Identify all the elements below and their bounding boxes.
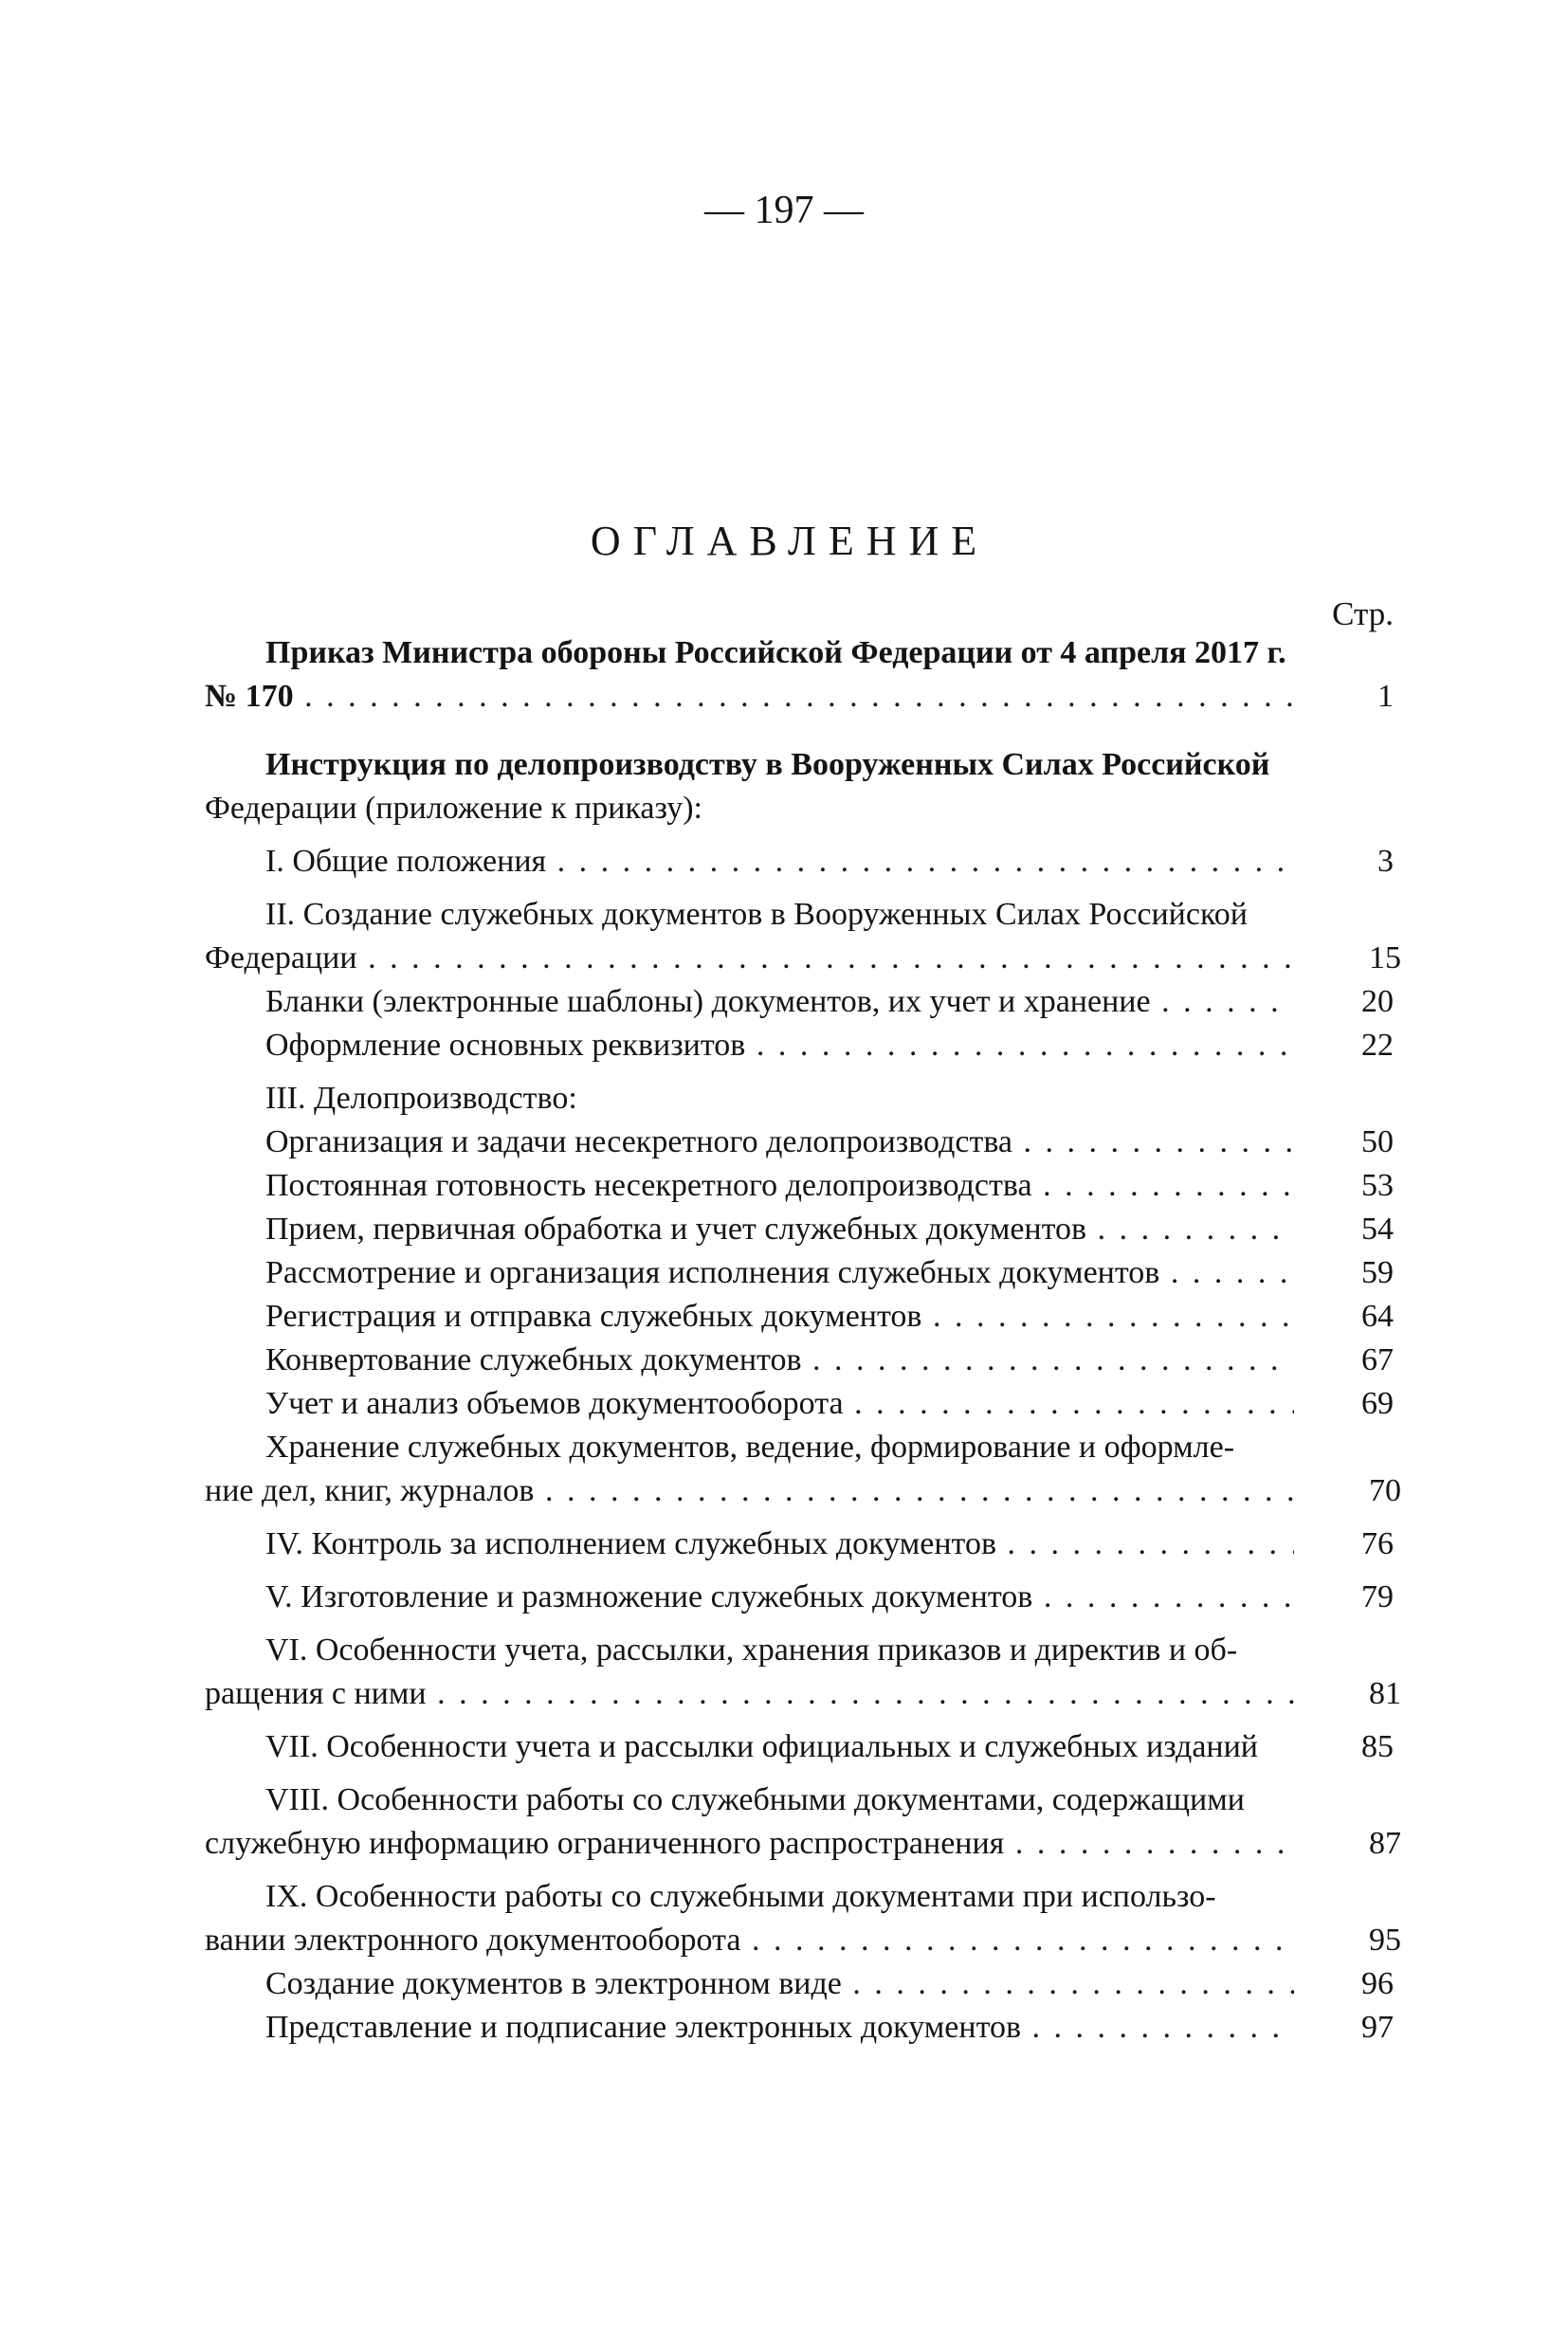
- toc-entry-text: III. Делопроизводство:: [265, 1081, 577, 1116]
- toc-entry-text: I. Общие положения . . .: [265, 840, 1294, 884]
- toc-entry: [205, 1875, 1401, 1962]
- toc-page-number: 96: [1361, 1966, 1394, 2001]
- toc-entry-text: вании электронного документооборота . . .: [205, 1919, 1294, 1962]
- toc-page-number: 1: [1377, 679, 1394, 714]
- toc-page-number: 53: [1361, 1168, 1394, 1203]
- toc-entry-text: Федерации . . .: [205, 937, 1294, 980]
- toc-entry: [205, 2006, 1394, 2050]
- toc-entry-text: Прием, первичная обработка и учет служебных документов . . .: [265, 1208, 1294, 1251]
- toc-entry-text: II. Создание служебных документов в Вооруженных Силах Российской: [265, 897, 1248, 932]
- toc-entry-text: Постоянная готовность несекретного делопроизводства . . .: [265, 1164, 1294, 1208]
- toc-page-number: 79: [1361, 1579, 1394, 1614]
- toc-entry-text: Конвертование служебных документов . . .: [265, 1339, 1294, 1382]
- toc-entry-text: Оформление основных реквизитов . . .: [265, 1024, 1294, 1067]
- toc-entry-text: Представление и подписание электронных документов . . .: [265, 2006, 1294, 2050]
- toc-entry: [205, 893, 1401, 980]
- toc-page-number: 22: [1361, 1028, 1394, 1063]
- toc-page-number: 95: [1369, 1923, 1401, 1958]
- toc-entry: [205, 1522, 1394, 1566]
- toc-entry: [205, 1295, 1394, 1339]
- toc-entry-text: VI. Особенности учета, рассылки, хранения приказов и директив и об-: [265, 1632, 1238, 1668]
- toc-page-number: 76: [1361, 1526, 1394, 1561]
- toc-entry: [205, 1382, 1394, 1426]
- toc-entry: [205, 1121, 1394, 1164]
- toc-page-number: 50: [1361, 1124, 1394, 1159]
- toc-entry-text: Бланки (электронные шаблоны) документов, их учет и хранение . . .: [265, 980, 1294, 1024]
- toc-entry-text: Регистрация и отправка служебных документов . . .: [265, 1295, 1294, 1339]
- toc-entry-text: IV. Контроль за исполнением служебных документов . . .: [265, 1522, 1294, 1566]
- toc-page-number: 54: [1361, 1212, 1394, 1247]
- toc-entry-text: Инструкция по делопроизводству в Вооруженных Силах Российской: [265, 747, 1270, 782]
- toc-page-number: 69: [1361, 1386, 1394, 1421]
- toc-entry-text: VII. Особенности учета и рассылки официальных и служебных изданий: [265, 1729, 1258, 1764]
- toc-entry-text: Рассмотрение и организация исполнения служебных документов . . .: [265, 1251, 1294, 1295]
- toc-entry: [205, 1725, 1394, 1769]
- toc-entry: [205, 1208, 1394, 1251]
- table-of-contents: [205, 631, 1401, 2050]
- toc-page-number: 81: [1369, 1676, 1401, 1711]
- toc-page-number: 97: [1361, 2010, 1394, 2045]
- toc-page-number: 85: [1361, 1729, 1394, 1764]
- toc-entry-text: Создание документов в электронном виде . . .: [265, 1962, 1294, 2006]
- toc-entry-text: служебную информацию ограниченного распространения . . .: [205, 1822, 1294, 1866]
- toc-page-number: 20: [1361, 984, 1394, 1019]
- toc-entry-order: [205, 631, 1394, 719]
- toc-entry-text: VIII. Особенности работы со служебными документами, содержащими: [265, 1782, 1245, 1817]
- toc-entry: [205, 1576, 1394, 1619]
- toc-page-number: 87: [1369, 1826, 1401, 1861]
- page-number: — 197 —: [704, 189, 864, 232]
- toc-heading-instruction: [205, 743, 1394, 830]
- toc-entry-text: ращения с ними . . .: [205, 1672, 1294, 1716]
- toc-page-number: 15: [1369, 940, 1401, 975]
- toc-title: ОГЛАВЛЕНИЕ: [590, 518, 990, 564]
- toc-entry: [205, 1629, 1401, 1716]
- toc-entry: [205, 980, 1394, 1024]
- toc-page-number: 67: [1361, 1342, 1394, 1377]
- toc-entry-text: Федерации (приложение к приказу):: [205, 791, 703, 826]
- toc-entry: [205, 1024, 1394, 1067]
- toc-entry-text: Приказ Министра обороны Российской Федерации от 4 апреля 2017 г.: [265, 635, 1286, 670]
- toc-entry: [205, 1778, 1401, 1866]
- toc-page-number: 59: [1361, 1255, 1394, 1290]
- toc-entry: [205, 1426, 1401, 1513]
- toc-entry: [205, 1164, 1394, 1208]
- toc-page-number: 64: [1361, 1299, 1394, 1334]
- toc-entry-text: V. Изготовление и размножение служебных документов . . .: [265, 1576, 1294, 1619]
- toc-entry: [205, 1251, 1394, 1295]
- pages-column-header: Стр.: [1332, 595, 1394, 632]
- toc-entry-text: Учет и анализ объемов документооборота . . .: [265, 1382, 1294, 1426]
- toc-entry-text: Организация и задачи несекретного делопроизводства . . .: [265, 1121, 1294, 1164]
- toc-entry: [205, 840, 1394, 884]
- toc-entry-text: № 170 . . .: [205, 675, 1294, 719]
- toc-entry: [205, 1339, 1394, 1382]
- toc-entry: [205, 1962, 1394, 2006]
- toc-heading: [205, 1077, 1394, 1121]
- toc-entry-text: Хранение служебных документов, ведение, формирование и оформле-: [265, 1430, 1235, 1465]
- toc-entry-text: IX. Особенности работы со служебными документами при использо-: [265, 1879, 1216, 1914]
- toc-entry-text: ние дел, книг, журналов . . .: [205, 1469, 1294, 1513]
- toc-page-number: 70: [1369, 1473, 1401, 1508]
- toc-page-number: 3: [1377, 844, 1394, 879]
